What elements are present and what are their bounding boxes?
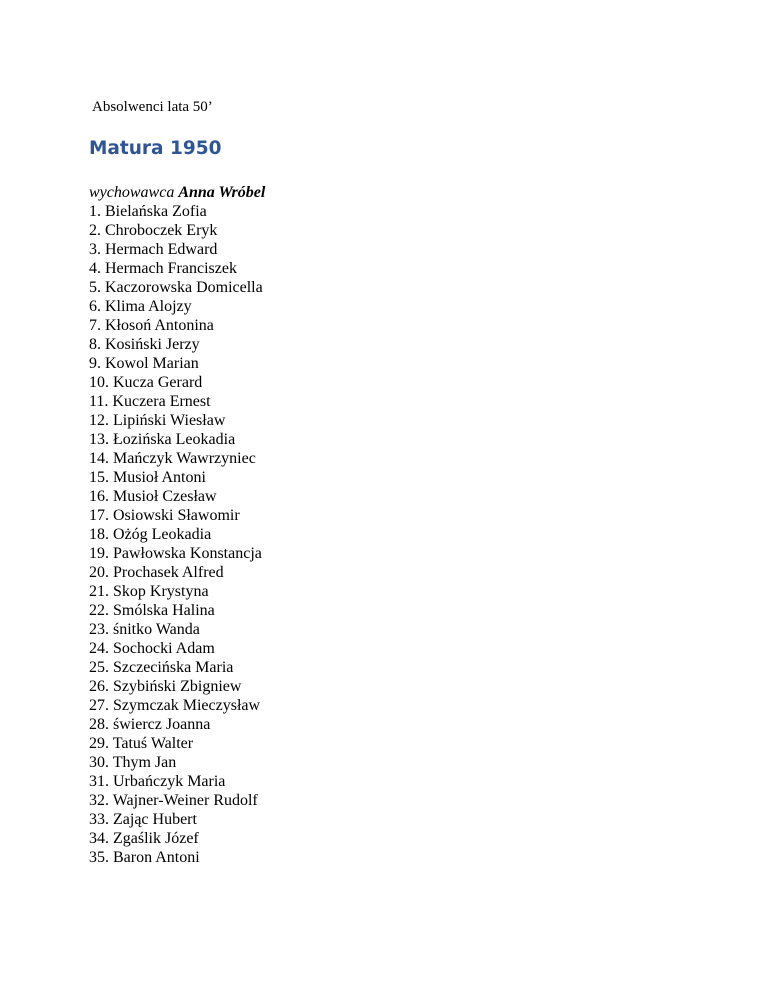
student-list-item: 21. Skop Krystyna bbox=[89, 583, 209, 600]
student-list-item: 6. Klima Alojzy bbox=[89, 298, 192, 315]
teacher-role: wychowawca bbox=[89, 184, 175, 201]
student-list-item: 23. śnitko Wanda bbox=[89, 621, 200, 638]
student-list bbox=[89, 202, 265, 867]
student-list-item: 1. Bielańska Zofia bbox=[89, 203, 207, 220]
student-list-item: 19. Pawłowska Konstancja bbox=[89, 545, 262, 562]
student-list-item: 5. Kaczorowska Domicella bbox=[89, 279, 263, 296]
student-list-item: 32. Wajner-Weiner Rudolf bbox=[89, 792, 258, 809]
student-list-item: 11. Kuczera Ernest bbox=[89, 393, 211, 410]
student-list-item: 7. Kłosoń Antonina bbox=[89, 317, 214, 334]
student-list-item: 26. Szybiński Zbigniew bbox=[89, 678, 242, 695]
student-list-item: 35. Baron Antoni bbox=[89, 849, 200, 866]
student-list-item: 29. Tatuś Walter bbox=[89, 735, 194, 752]
student-list-item: 4. Hermach Franciszek bbox=[89, 260, 237, 277]
teacher-name: Anna Wróbel bbox=[178, 184, 266, 201]
student-list-item: 22. Smólska Halina bbox=[89, 602, 215, 619]
student-list-item: 9. Kowol Marian bbox=[89, 355, 199, 372]
student-list-item: 3. Hermach Edward bbox=[89, 241, 218, 258]
student-list-item: 16. Musioł Czesław bbox=[89, 488, 217, 505]
student-list-item: 24. Sochocki Adam bbox=[89, 640, 215, 657]
student-list-item: 20. Prochasek Alfred bbox=[89, 564, 224, 581]
student-list-item: 31. Urbańczyk Maria bbox=[89, 773, 226, 790]
student-list-item: 17. Osiowski Sławomir bbox=[89, 507, 240, 524]
student-list-item: 8. Kosiński Jerzy bbox=[89, 336, 200, 353]
student-list-item: 33. Zając Hubert bbox=[89, 811, 197, 828]
teacher-line bbox=[89, 183, 265, 202]
student-list-item: 2. Chroboczek Eryk bbox=[89, 222, 218, 239]
student-list-item: 18. Ożóg Leokadia bbox=[89, 526, 212, 543]
student-list-item: 15. Musioł Antoni bbox=[89, 469, 206, 486]
student-list-item: 34. Zgaślik Józef bbox=[89, 830, 199, 847]
student-list-item: 10. Kucza Gerard bbox=[89, 374, 203, 391]
student-list-item: 25. Szczecińska Maria bbox=[89, 659, 234, 676]
student-list-item: 13. Łozińska Leokadia bbox=[89, 431, 236, 448]
student-list-item: 30. Thym Jan bbox=[89, 754, 177, 771]
student-list-item: 14. Mańczyk Wawrzyniec bbox=[89, 450, 256, 467]
class-content bbox=[89, 183, 265, 867]
student-list-item: 12. Lipiński Wiesław bbox=[89, 412, 226, 429]
document-subtitle: Absolwenci lata 50’ bbox=[92, 99, 213, 115]
student-list-item: 27. Szymczak Mieczysław bbox=[89, 697, 261, 714]
student-list-item: 28. świercz Joanna bbox=[89, 716, 211, 733]
section-heading: Matura 1950 bbox=[89, 138, 222, 159]
